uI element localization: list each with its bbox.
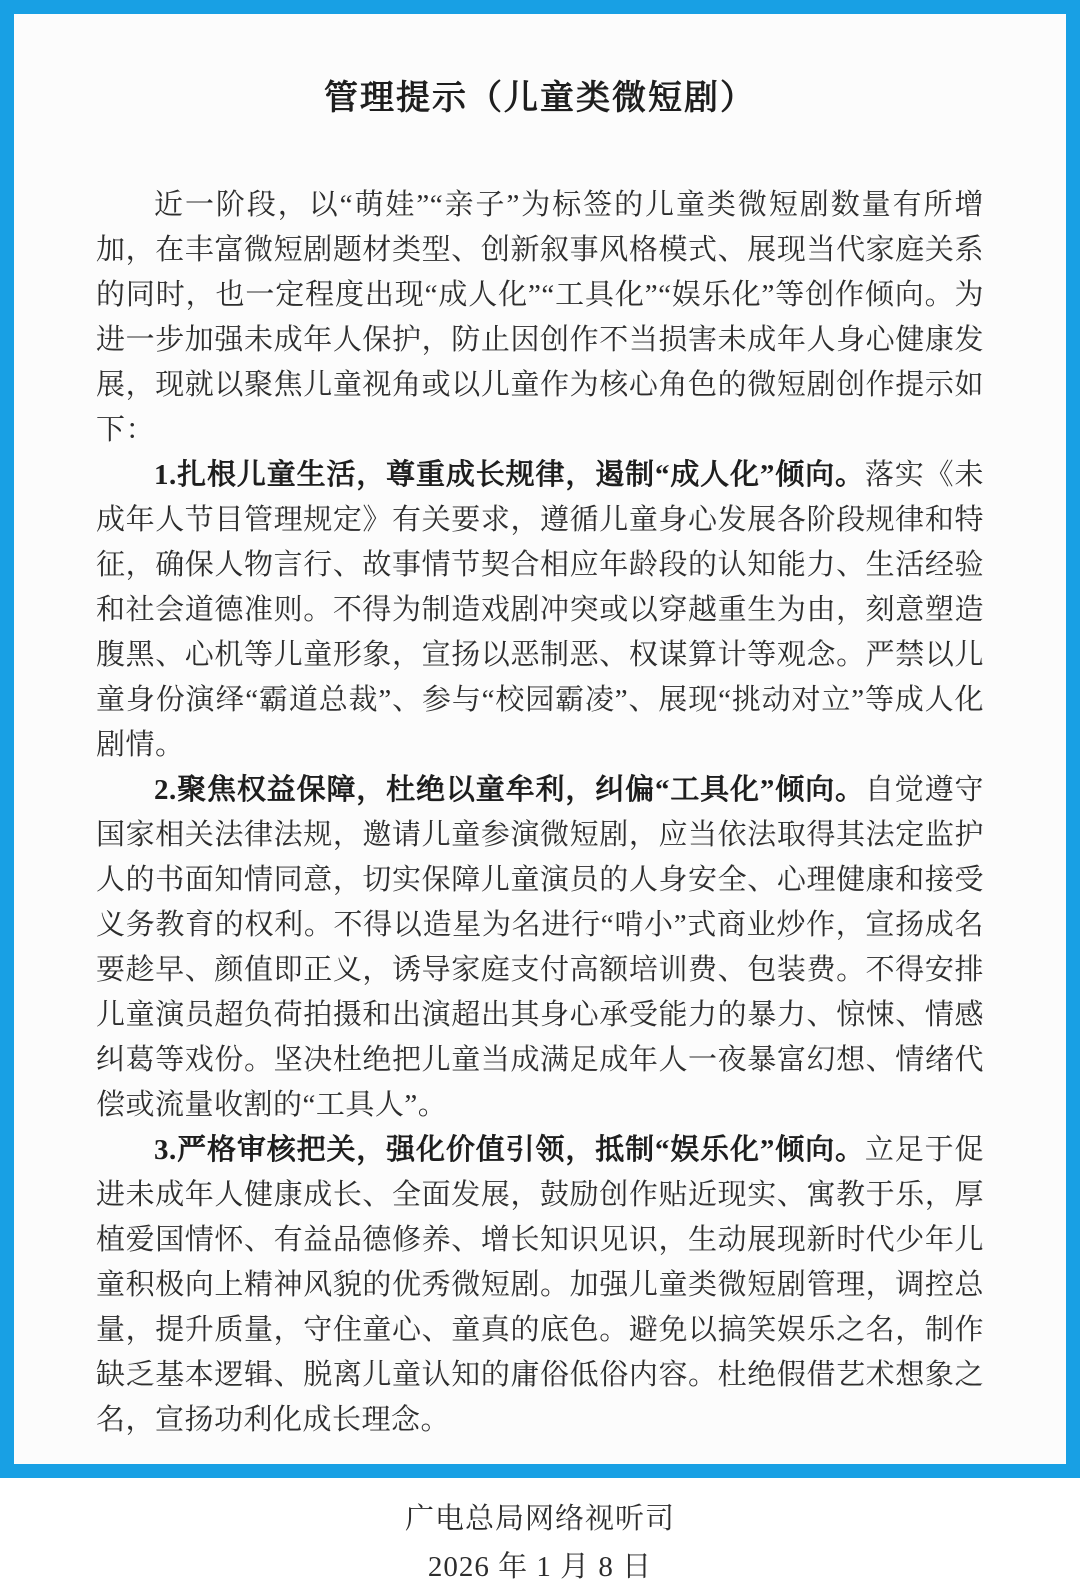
document-title: 管理提示（儿童类微短剧）: [324, 80, 756, 117]
item-paragraph-3: [96, 1128, 984, 1443]
document-page: [14, 14, 1066, 1583]
signoff-block: [96, 1495, 984, 1591]
item-3-lead: 3.严格审核把关，强化价值引领，抵制“娱乐化”倾向。: [154, 1134, 865, 1166]
item-1-lead: 1.扎根儿童生活，尊重成长规律，遏制“成人化”倾向。: [154, 459, 865, 491]
item-paragraph-1: [96, 453, 984, 768]
item-1-body: 落实《未成年人节目管理规定》有关要求，遵循儿童身心发展各阶段规律和特征，确保人物言行、故事情节契合相应年龄段的认知能力、生活经验和社会道德准则。不得为制造戏剧冲突或以穿越重生为由，刻意塑造腹黑、心机等儿童形象，宣扬以恶制恶、权谋算计等观念。严禁以儿童身份演绎“霸道总裁”、参与“校园霸凌”、展现“挑动对立”等成人化剧情。: [96, 459, 984, 761]
intro-paragraph: 近一阶段，以“萌娃”“亲子”为标签的儿童类微短剧数量有所增加，在丰富微短剧题材类型、创新叙事风格模式、展现当代家庭关系的同时，也一定程度出现“成人化”“工具化”“娱乐化”等创作倾向。为进一步加强未成年人保护，防止因创作不当损害未成年人身心健康发展，现就以聚焦儿童视角或以儿童作为核心角色的微短剧创作提示如下：: [96, 189, 984, 446]
date-line: 2026 年 1 月 8 日: [427, 1551, 653, 1583]
item-3-body: 立足于促进未成年人健康成长、全面发展，鼓励创作贴近现实、寓教于乐，厚植爱国情怀、有益品德修养、增长知识见识，生动展现新时代少年儿童积极向上精神风貌的优秀微短剧。加强儿童类微短剧管理，调控总量，提升质量，守住童心、童真的底色。避免以搞笑娱乐之名，制作缺乏基本逻辑、脱离儿童认知的庸俗低俗内容。杜绝假借艺术想象之名，宣扬功利化成长理念。: [96, 1134, 984, 1436]
item-paragraph-2: [96, 768, 984, 1128]
signature-line: 广电总局网络视听司: [404, 1503, 675, 1535]
item-2-body: 自觉遵守国家相关法律法规，邀请儿童参演微短剧，应当依法取得其法定监护人的书面知情同意，切实保障儿童演员的人身安全、心理健康和接受义务教育的权利。不得以造星为名进行“啃小”式商业炒作，宣扬成名要趁早、颜值即正义，诱导家庭支付高额培训费、包装费。不得安排儿童演员超负荷拍摄和出演超出其身心承受能力的暴力、惊悚、情感纠葛等戏份。坚决杜绝把儿童当成满足成年人一夜暴富幻想、情绪代偿或流量收割的“工具人”。: [96, 774, 984, 1121]
item-2-lead: 2.聚焦权益保障，杜绝以童牟利，纠偏“工具化”倾向。: [154, 774, 865, 806]
